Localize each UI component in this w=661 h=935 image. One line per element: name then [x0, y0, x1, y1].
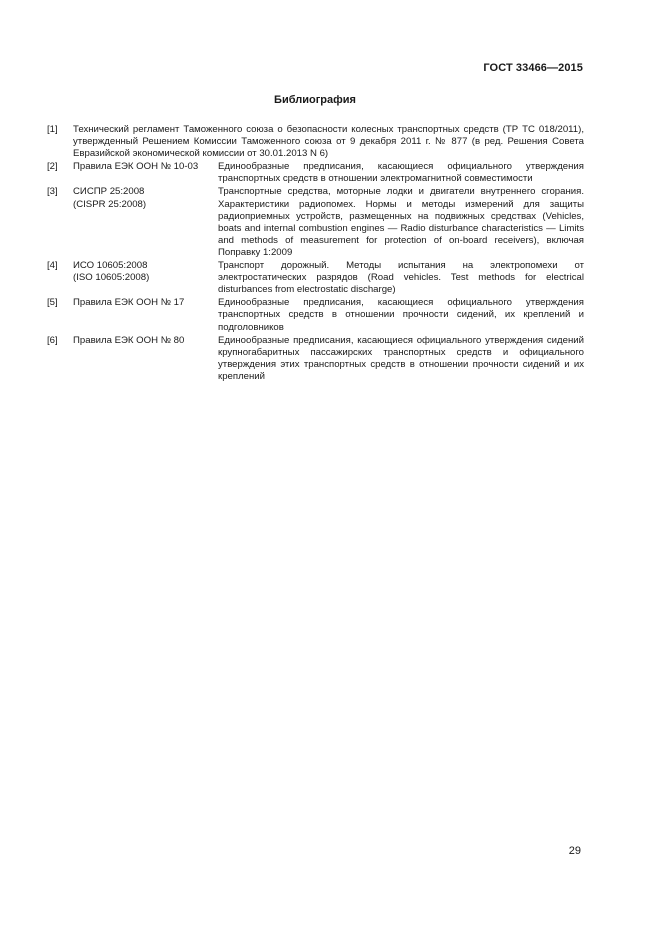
- bibliography-entry-6: [47, 335, 584, 383]
- entry-description: Транспорт дорожный. Методы испытания на электропомехи от электростатических разрядов (Road vehicles. Test methods for electrical disturbances from electrostatic discharge): [218, 260, 584, 296]
- entry-description: Единообразные предписания, касающиеся официального утверждения транспортных средств в отношении электромагнитной совместимости: [218, 161, 584, 185]
- bibliography-entry-2: [47, 161, 584, 185]
- page-number: 29: [568, 845, 581, 857]
- section-title: Библиография: [274, 94, 356, 106]
- entry-number: [4]: [47, 260, 58, 272]
- entry-number: [3]: [47, 186, 58, 198]
- entry-number: [6]: [47, 334, 58, 346]
- entry-number: [5]: [47, 297, 58, 309]
- bibliography-entry-5: [47, 297, 584, 333]
- entry-reference: СИСПР 25:2008 (CISPR 25:2008): [73, 186, 147, 210]
- entry-reference: Правила ЕЭК ООН № 17: [73, 297, 185, 309]
- entry-description: Транспортные средства, моторные лодки и двигатели внутреннего сгорания. Характеристики радиопомех. Нормы и методы измерений для защиты радиоприемных устройств, размещенных на подвижных средствах (Vehicles, boats and internal combustion engines — Radio disturbance characteristics — Limits and methods of measurement for protection of on-board receivers), включая Поправку 1:2009: [218, 186, 584, 258]
- entry-description: Технический регламент Таможенного союза о безопасности колесных транспортных средств (ТР ТС 018/2011), утвержденный Решением Комиссии Таможенного союза от 9 декабря 2011 г. № 877 (в ред. Решения Совета Евразийской экономической комиссии от 30.01.2013 N 6): [73, 124, 584, 160]
- entry-description: Единообразные предписания, касающиеся официального утверждения транспортных средств в отношении прочности сидений, их креплений и подголовников: [218, 297, 584, 333]
- bibliography-entry-1: [47, 124, 584, 160]
- bibliography-entry-3: [47, 186, 584, 259]
- entry-description: Единообразные предписания, касающиеся официального утверждения сидений крупногабаритных пассажирских транспортных средств и официального утверждения этих транспортных средств в отношении прочности сидений и их креплений: [218, 334, 584, 382]
- entry-number: [2]: [47, 161, 58, 173]
- document-code: ГОСТ 33466—2015: [483, 62, 583, 74]
- bibliography-entry-4: [47, 260, 584, 296]
- entry-number: [1]: [47, 124, 58, 135]
- entry-reference: Правила ЕЭК ООН № 10-03: [73, 161, 199, 173]
- entry-reference: Правила ЕЭК ООН № 80: [73, 334, 185, 346]
- entry-reference: ИСО 10605:2008 (ISO 10605:2008): [73, 260, 150, 284]
- bibliography-list: [47, 124, 584, 384]
